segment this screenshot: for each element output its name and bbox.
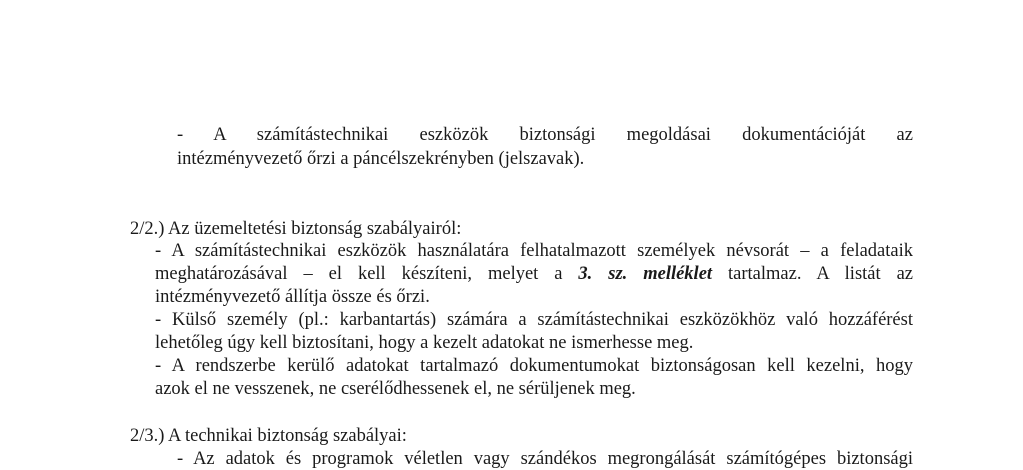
document-line: intézményvezető őrzi a páncélszekrényben (jelszavak). bbox=[177, 149, 585, 169]
document-line: azok el ne vesszenek, ne cserélődhessenek el, ne sérüljenek meg. bbox=[155, 379, 636, 399]
document-line: - Az adatok és programok véletlen vagy szándékos megrongálását számítógépes biztonsági bbox=[177, 449, 913, 469]
document-line: intézményvezető állítja össze és őrzi. bbox=[155, 287, 430, 307]
text-run: tartalmaz. A listát az bbox=[712, 264, 914, 284]
document-line: - A számítástechnikai eszközök használatára felhatalmazott személyek névsorát – a feladataik bbox=[155, 241, 913, 261]
annex-reference: 3. sz. melléklet bbox=[578, 264, 713, 284]
section-heading: 2/3.) A technikai biztonság szabályai: bbox=[130, 426, 407, 446]
document-line: lehetőleg úgy kell biztosítani, hogy a kezelt adatokat ne ismerhesse meg. bbox=[155, 333, 694, 353]
document-line bbox=[155, 263, 913, 285]
document-line: - A számítástechnikai eszközök biztonsági megoldásai dokumentációját az bbox=[177, 125, 913, 145]
text-run: meghatározásával – el kell készíteni, melyet a bbox=[155, 264, 579, 284]
section-heading: 2/2.) Az üzemeltetési biztonság szabályairól: bbox=[130, 219, 462, 239]
document-line: - Külső személy (pl.: karbantartás) számára a számítástechnikai eszközökhöz való hozzáférést bbox=[155, 310, 913, 330]
document-line: - A rendszerbe kerülő adatokat tartalmazó dokumentumokat biztonságosan kell kezelni, hogy bbox=[155, 356, 913, 376]
